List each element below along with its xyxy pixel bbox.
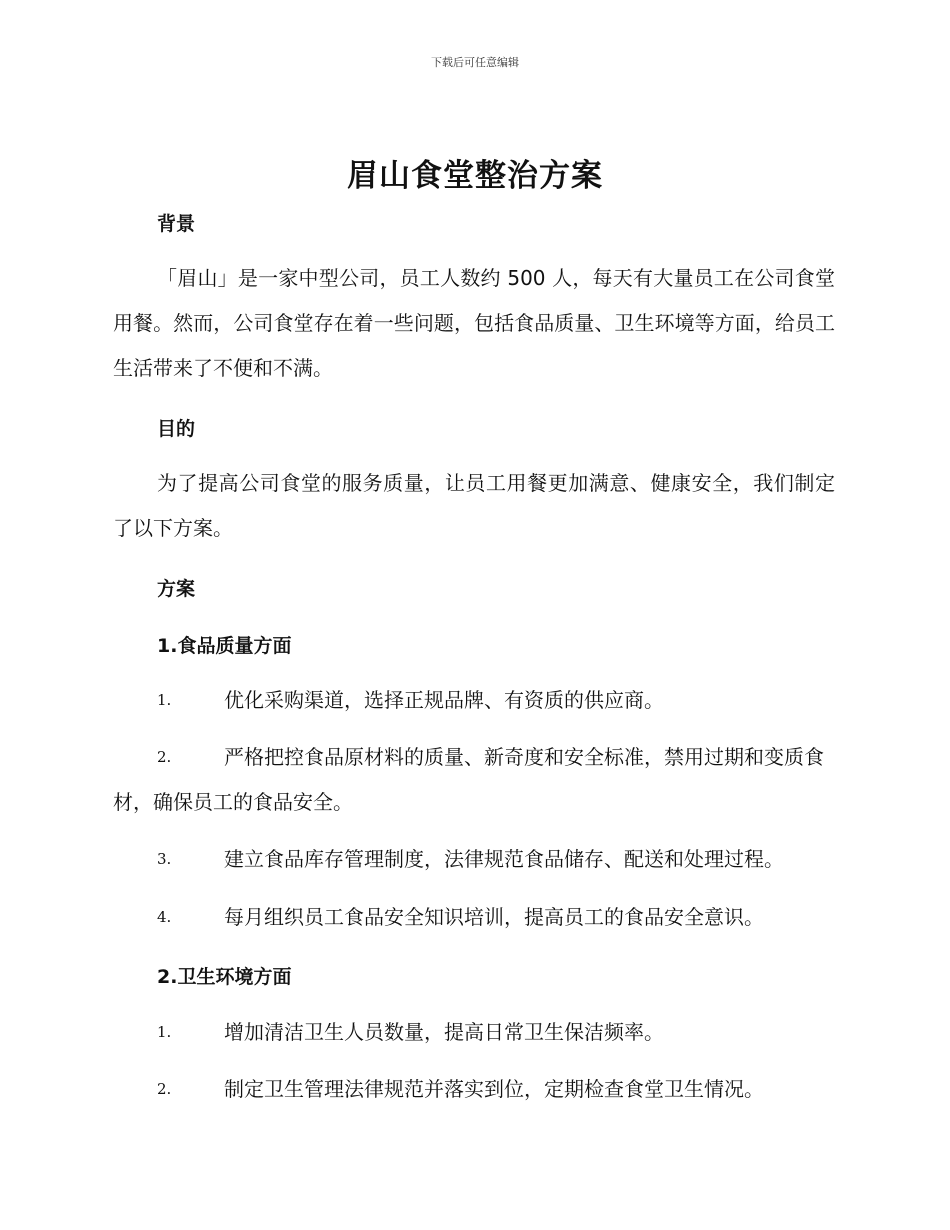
list-item [113,735,835,825]
list-item-number: 2. [157,1080,172,1098]
list-item-text: 每月组织员工食品安全知识培训，提高员工的食品安全意识。 [224,905,764,929]
list-item-text: 优化采购渠道，选择正规品牌、有资质的供应商。 [224,688,664,712]
list-item-number: 1. [157,1023,172,1041]
document-title: 眉山食堂整治方案 [347,158,603,194]
subsection-heading-hygiene: 2.卫生环境方面 [157,966,292,988]
header-note: 下载后可任意编辑 [431,56,519,69]
list-item-text: 制定卫生管理法律规范并落实到位，定期检查食堂卫生情况。 [224,1077,764,1101]
list-item [113,1010,835,1055]
section-heading-purpose: 目的 [157,418,196,440]
list-item-number: 1. [157,691,172,709]
list-item [113,678,835,723]
subsection-heading-food-quality: 1.食品质量方面 [157,635,292,657]
section-heading-plan: 方案 [157,578,196,600]
list-item-number: 3. [157,850,172,868]
list-item [113,895,835,940]
purpose-paragraph: 为了提高公司食堂的服务质量，让员工用餐更加满意、健康安全，我们制定了以下方案。 [113,471,835,540]
list-item-number: 2. [157,748,172,766]
list-item-text: 建立食品库存管理制度，法律规范食品储存、配送和处理过程。 [224,847,784,871]
list-item-text: 增加清洁卫生人员数量，提高日常卫生保洁频率。 [224,1020,664,1044]
list-item-text: 严格把控食品原材料的质量、新奇度和安全标准，禁用过期和变质食材，确保员工的食品安全。 [113,745,824,814]
list-item [113,837,835,882]
list-item [113,1067,835,1112]
section-heading-background: 背景 [157,213,196,235]
list-item-number: 4. [157,908,172,926]
background-paragraph: 「眉山」是一家中型公司，员工人数约 500 人，每天有大量员工在公司食堂用餐。然而，公司食堂存在着一些问题，包括食品质量、卫生环境等方面，给员工生活带来了不便和不满。 [113,266,835,380]
